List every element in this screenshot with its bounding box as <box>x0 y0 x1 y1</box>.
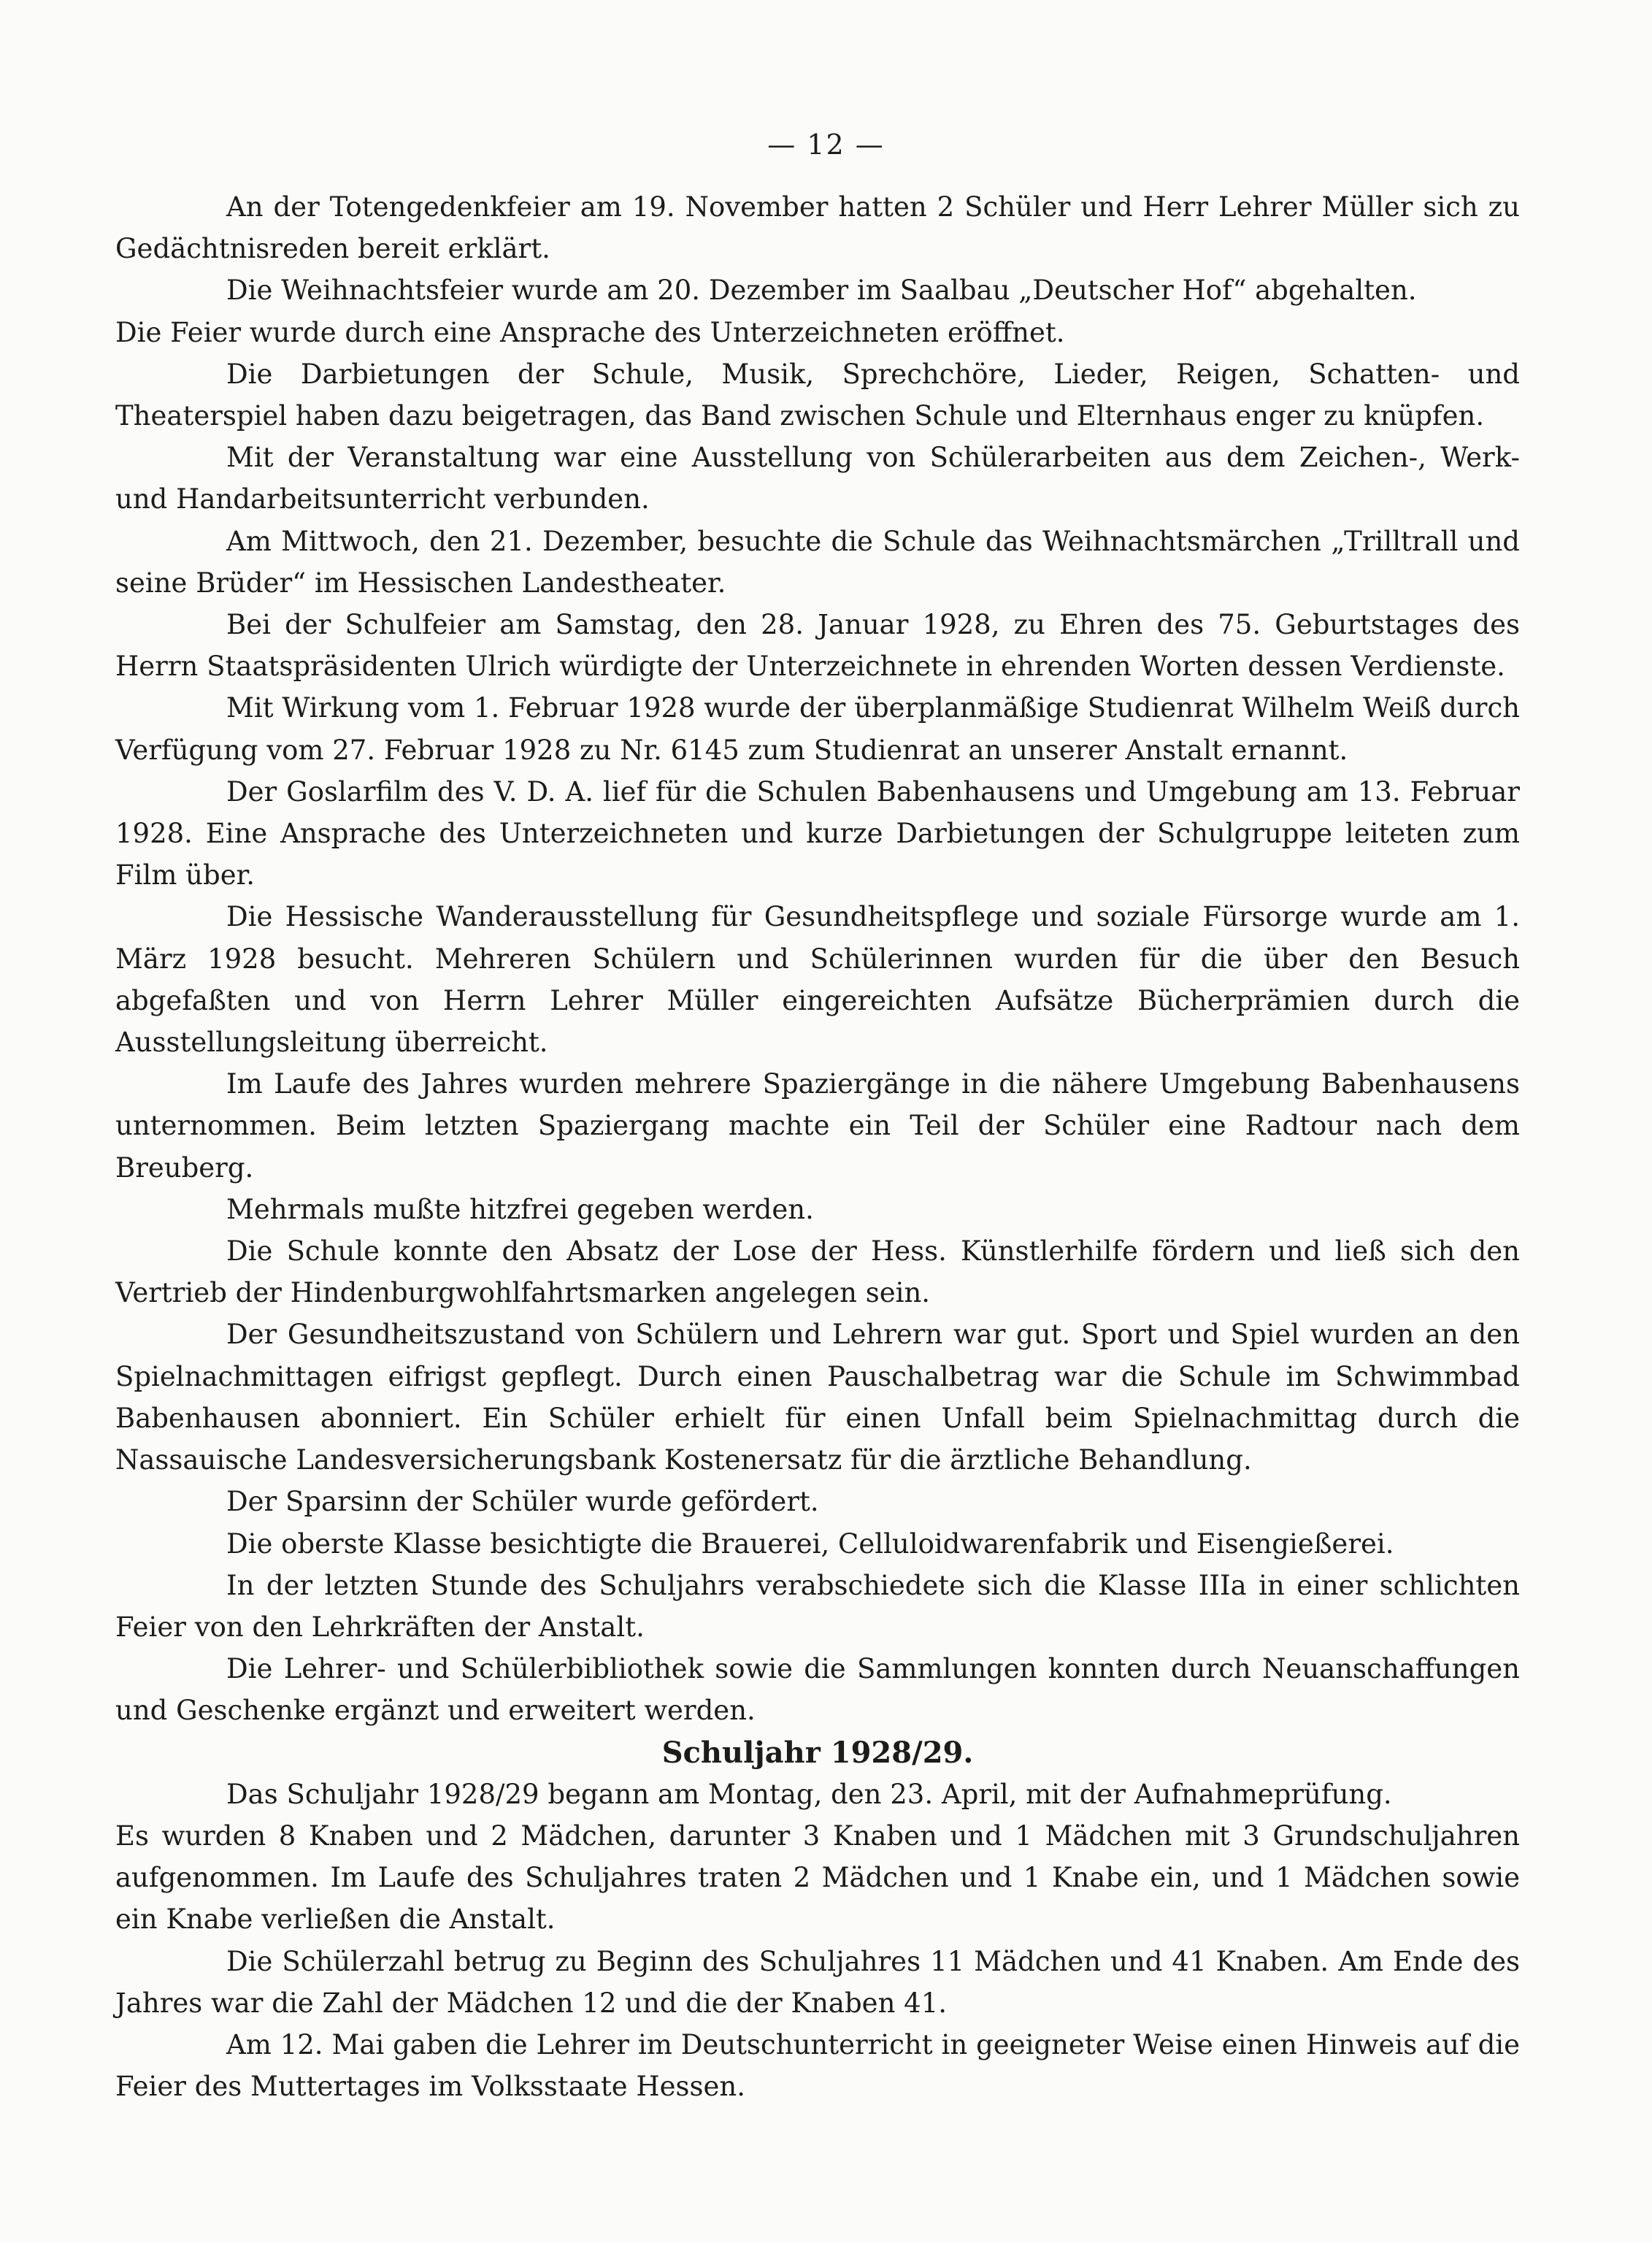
paragraph-goslarfilm: Der Goslarfilm des V. D. A. lief für die Schulen Babenhausens und Umgebung am 13. Februar 1928. Eine Ansprache des Unterzeichneten und kurze Darbietungen der Schulgruppe leiteten zum Film über. <box>115 775 1520 892</box>
page-number: — 12 — <box>767 129 885 161</box>
paragraph-kuenstlerhilfe: Die Schule konnte den Absatz der Lose der Hess. Künstlerhilfe fördern und ließ sich den Vertrieb der Hindenburgwohlfahrtsmarken angelegen sein. <box>115 1235 1520 1309</box>
paragraph-muttertag: Am 12. Mai gaben die Lehrer im Deutschunterricht in geeigneter Weise einen Hinweis auf die Feier des Muttertages im Volksstaate Hessen. <box>115 2028 1520 2103</box>
paragraph-bibliothek: Die Lehrer- und Schülerbibliothek sowie die Sammlungen konnten durch Neuanschaffungen und Geschenke ergänzt und erweitert werden. <box>115 1653 1520 1727</box>
paragraph-schulfeier: Bei der Schulfeier am Samstag, den 28. Januar 1928, zu Ehren des 75. Geburtstages des Herrn Staatspräsidenten Ulrich würdigte der Unterzeichnete in ehrenden Worten dessen Verdienste. <box>115 609 1520 683</box>
paragraph-studienrat: Mit Wirkung vom 1. Februar 1928 wurde der überplanmäßige Studienrat Wilhelm Weiß durch Verfügung vom 27. Februar 1928 zu Nr. 6145 zum Studienrat an unserer Anstalt ernannt. <box>115 692 1520 766</box>
paragraph-sparsinn: Der Sparsinn der Schüler wurde gefördert. <box>226 1486 819 1518</box>
paragraph-schuljahr-beginn: Das Schuljahr 1928/29 begann am Montag, den 23. April, mit der Aufnahmeprüfung. <box>226 1778 1392 1810</box>
paragraph-besichtigung: Die oberste Klasse besichtigte die Brauerei, Celluloidwarenfabrik und Eisengießerei. <box>226 1527 1394 1560</box>
paragraph-wanderausstellung: Die Hessische Wanderausstellung für Gesundheitspflege und soziale Fürsorge wurde am 1. März 1928 besucht. Mehreren Schülern und Schülerinnen wurden für die über den Besuch abgefaßten und von Herrn Lehrer Müller eingereichten Aufsätze Bücherprämien durch die Ausstellungsleitung überreicht. <box>115 901 1520 1059</box>
section-heading: Schuljahr 1928/29. <box>661 1735 974 1770</box>
paragraph-aufnahme: Es wurden 8 Knaben und 2 Mädchen, darunter 3 Knaben und 1 Mädchen mit 3 Grundschuljahren aufgenommen. Im Laufe des Schuljahres traten 2 Mädchen und 1 Knabe ein, und 1 Mädchen sowie ein Knabe verließen die Anstalt. <box>115 1820 1520 1936</box>
paragraph-spaziergaenge: Im Laufe des Jahres wurden mehrere Spaziergänge in die nähere Umgebung Babenhausens unternommen. Beim letzten Spaziergang machte ein Teil der Schüler eine Radtour nach dem Breuberg. <box>115 1068 1520 1184</box>
paragraph-verabschiedung: In der letzten Stunde des Schuljahrs verabschiedete sich die Klasse IIIa in einer schlichten Feier von den Lehrkräften der Anstalt. <box>115 1569 1520 1643</box>
paragraph-totengedenkfeier: An der Totengedenkfeier am 19. November hatten 2 Schüler und Herr Lehrer Müller sich zu Gedächtnisreden bereit erklärt. <box>115 191 1520 265</box>
paragraph-weihnachtsmaerchen: Am Mittwoch, den 21. Dezember, besuchte die Schule das Weihnachtsmärchen „Trilltrall und seine Brüder“ im Hessischen Landestheater. <box>115 525 1520 599</box>
paragraph-darbietungen: Die Darbietungen der Schule, Musik, Sprechchöre, Lieder, Reigen, Schatten- und Theaterspiel haben dazu beigetragen, das Band zwischen Schule und Elternhaus enger zu knüpfen. <box>115 358 1520 432</box>
paragraph-schuelerzahl: Die Schülerzahl betrug zu Beginn des Schuljahres 11 Mädchen und 41 Knaben. Am Ende des Jahres war die Zahl der Mädchen 12 und die der Knaben 41. <box>115 1945 1520 2019</box>
paragraph-ausstellung: Mit der Veranstaltung war eine Ausstellung von Schülerarbeiten aus dem Zeichen-, Werk- und Handarbeitsunterricht verbunden. <box>115 442 1520 515</box>
paragraph-hitzfrei: Mehrmals mußte hitzfrei gegeben werden. <box>226 1193 814 1225</box>
body-text <box>115 186 1520 2107</box>
paragraph-feier-eroeffnet: Die Feier wurde durch eine Ansprache des Unterzeichneten eröffnet. <box>115 316 1065 348</box>
paragraph-weihnachtsfeier: Die Weihnachtsfeier wurde am 20. Dezember im Saalbau „Deutscher Hof“ abgehalten. <box>226 275 1417 307</box>
paragraph-gesundheitszustand: Der Gesundheitszustand von Schülern und Lehrern war gut. Sport und Spiel wurden an den Spielnachmittagen eifrigst gepflegt. Durch einen Pauschalbetrag war die Schule im Schwimmbad Babenhausen abonniert. Ein Schüler erhielt für einen Unfall beim Spielnachmittag durch die Nassauische Landesversicherungsbank Kostenersatz für die ärztliche Behandlung. <box>115 1319 1520 1476</box>
